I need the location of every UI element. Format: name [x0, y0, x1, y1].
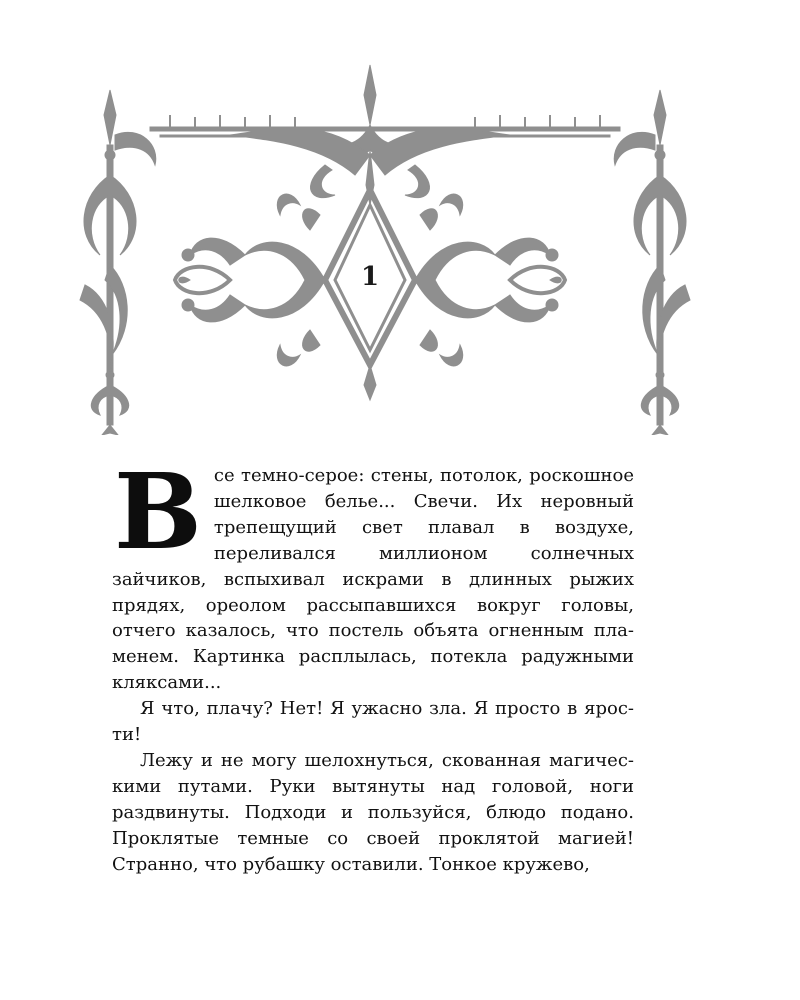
- paragraph-1: [112, 450, 634, 696]
- paragraph-1-text: се темно-серое: стены, потолок, роскошное шелковое белье... Свечи. Их неровный трепещущий свет плавал в воздухе, переливался миллионом солнечных зайчиков, вспыхивал искрами в длинных рыжих прядях, ореолом рассыпавшихся вокруг головы, отчего казалось, что постель объята огненным пламенем. Картинка расплылась, потекла радужными кляксами...: [112, 465, 634, 694]
- paragraph-3: Лежу и не могу шелохнуться, скованная магическими путами. Руки вытянуты над головой, ноги раздвинуты. Подходи и пользуйся, блюдо подано. Проклятые темные со своей проклятой магией! Странно, что рубашку оставили. Тонкое кружево,: [112, 749, 634, 875]
- paragraph-2: Я что, плачу? Нет! Я ужасно зла. Я просто в ярости!: [112, 698, 634, 746]
- chapter-ornament: [70, 55, 700, 435]
- chapter-text: [112, 450, 634, 878]
- chapter-number: 1: [360, 262, 380, 292]
- drop-cap: В: [114, 450, 200, 573]
